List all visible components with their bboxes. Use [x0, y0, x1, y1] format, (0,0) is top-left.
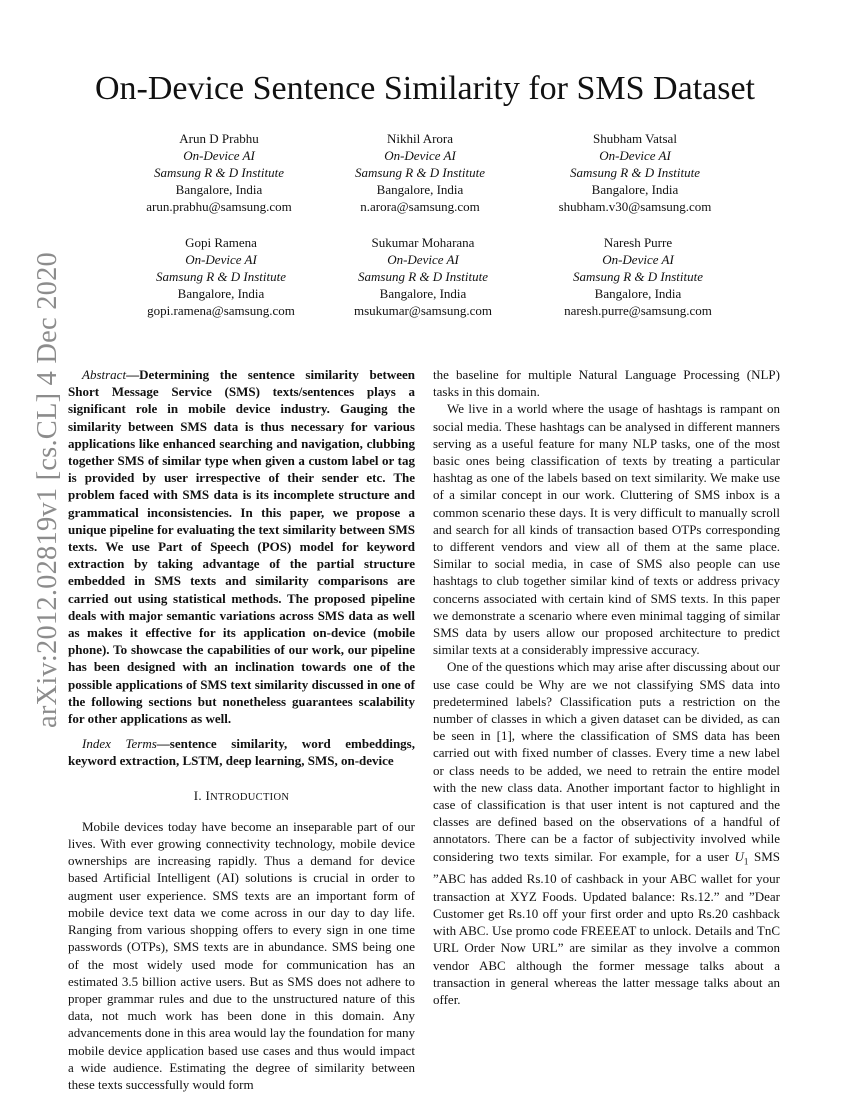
author-city: Bangalore, India [591, 182, 679, 197]
author-email: naresh.purre@samsung.com [564, 303, 712, 318]
math-variable: $U_1$ [734, 848, 749, 867]
index-terms [68, 735, 415, 769]
right-column [433, 366, 780, 1008]
author-dept: On-Device AI [599, 148, 671, 163]
author-name: Arun D Prabhu [179, 131, 259, 146]
body-paragraph: the baseline for multiple Natural Language Processing (NLP) tasks in this domain. [433, 367, 780, 400]
arxiv-identifier: arXiv:2012.02819v1 [cs.CL] 4 Dec 2020 [32, 252, 63, 728]
abstract [68, 366, 415, 727]
author-name: Gopi Ramena [185, 235, 257, 250]
author-name: Nikhil Arora [386, 131, 454, 146]
author-name: Naresh Purre [603, 235, 673, 250]
left-column [68, 366, 415, 1093]
author-dept: On-Device AI [183, 148, 255, 163]
author-city: Bangalore, India [376, 182, 464, 197]
author-email: arun.prabhu@samsung.com [146, 199, 292, 214]
author-org: Samsung R & D Institute [573, 269, 703, 284]
author-city: Bangalore, India [594, 286, 682, 301]
paper-title: On-Device Sentence Similarity for SMS Dataset [94, 70, 755, 107]
author-org: Samsung R & D Institute [355, 165, 485, 180]
author-org: Samsung R & D Institute [156, 269, 286, 284]
author-email: shubham.v30@samsung.com [558, 199, 712, 214]
abstract-text: —Determining the sentence similarity between Short Message Service (SMS) texts/sentences plays a significant role in mobile device industry. Gauging the similarity between SMS data is thus necessary for various applications like enhanced searching and navigation, clubbing together SMS of similar type when given a custom label or tag is provided by user irrespective of their sender etc. The problem faced with SMS data is its incomplete structure and grammatical inconsistencies. In this paper, we propose a unique pipeline for evaluating the text similarity between SMS texts. We use Part of Speech (POS) model for keyword extraction by taking advantage of the partial structure embedded in SMS texts and similarity comparisons are carried out using statistical methods. The proposed pipeline deals with major semantic variations across SMS data as well as makes it effective for its application on-device (mobile phone). To showcase the capabilities of our work, our pipeline has been designed with an inclination towards one of the possible applications of SMS text similarity discussed in one of the following sections but nonetheless guarantees scalability for other applications as well. [68, 367, 415, 727]
section-heading: I. INTRODUCTION [193, 787, 290, 803]
author-city: Bangalore, India [175, 182, 263, 197]
author-city: Bangalore, India [177, 286, 265, 301]
author-block [298, 234, 548, 319]
author-city: Bangalore, India [379, 286, 467, 301]
author-org: Samsung R & D Institute [154, 165, 284, 180]
author-email: gopi.ramena@samsung.com [147, 303, 295, 318]
author-org: Samsung R & D Institute [570, 165, 700, 180]
body-paragraph: One of the questions which may arise after discussing about our use case could be Why are we not classifying SMS data into predetermined labels? Classification puts a restriction on the number of classes in which a given dataset can be divided, as can be seen in [1], where the classification of SMS data has been carried out with fixed number of classes. Every time a new label or class needs to be added, we need to retrain the entire model with the new class data. Another important factor to highlight in case of classification is that user intent is not captured and the classes are defined based on the observations of a handful of annotators. There can be a factor of subjectivity involved while considering two texts similar. For example, for a user $U_1$ SMS ”ABC has added Rs.10 of cashback in your ABC wallet for your transaction at XYZ Foods. Updated balance: Rs.12.” and ”Dear Customer get Rs.10 off your first order and upto Rs.20 cashback with ABC. Use promo code FREEEAT to unlock. Details and TnC URL Order Now URL” are similar as they involve a common vendor ABC although the former message talks about a transaction in general whereas the latter message talks about an offer. [433, 659, 780, 1007]
author-org: Samsung R & D Institute [358, 269, 488, 284]
author-name: Shubham Vatsal [593, 131, 677, 146]
author-dept: On-Device AI [602, 252, 674, 267]
author-email: msukumar@samsung.com [354, 303, 492, 318]
author-dept: On-Device AI [185, 252, 257, 267]
author-name: Sukumar Moharana [371, 235, 475, 250]
author-block [510, 130, 760, 215]
abstract-label: Abstract [82, 367, 127, 382]
author-dept: On-Device AI [387, 252, 459, 267]
author-block [513, 234, 763, 319]
index-terms-label: Index Terms [82, 736, 157, 752]
author-block [295, 130, 545, 215]
body-paragraph: Mobile devices today have become an inseparable part of our lives. With ever growing connectivity technology, mobile device ownerships are increasing rapidly. Thus a demand for device based Artificial Intelligent (AI) solutions is crucial in order to augment user experience. SMS texts are an important form of mobile device text data we come across in our day to day life. Ranging from various shopping offers to every sign in one time passwords (OTPs), SMS texts are in abundance. SMS being one of the most widely used mode for communication has an estimated 3.5 billion active users. But as SMS does not adhere to proper grammar rules and due to the unstructured nature of this data, not much work has been done in this domain. Any advancements done in this area would lay the foundation for many mobile device application based use cases and thus would impact a wide audience. Estimating the degree of similarity between these texts successfully would form [68, 818, 415, 1092]
author-email: n.arora@samsung.com [360, 199, 480, 214]
body-paragraph: We live in a world where the usage of hashtags is rampant on social media. These hashtags can be analysed in different manners serving as a useful feature for many NLP tasks, one of the most basic ones being classification of texts by treating a particular hashtag as one of the labels based on text similarity. We make use of a similar concept in our work. Cluttering of SMS inbox is a common scenario these days. It is very difficult to manually scroll and search for all kinds of transaction based OTPs corresponding to different vendors and view all of them at the same place. Similar to social media, in case of SMS also people can use hashtags to club together similar kind of texts or address privacy concerns associated with certain kind of SMS texts. In this paper we demonstrate a scenario where even minimal tagging of similar SMS data by users allow our proposed architecture to predict similar texts at a considerably impressive accuracy. [433, 401, 780, 658]
index-terms-text: —sentence similarity, word embeddings, keyword extraction, LSTM, deep learning, SMS, on-device [68, 736, 415, 769]
author-dept: On-Device AI [384, 148, 456, 163]
